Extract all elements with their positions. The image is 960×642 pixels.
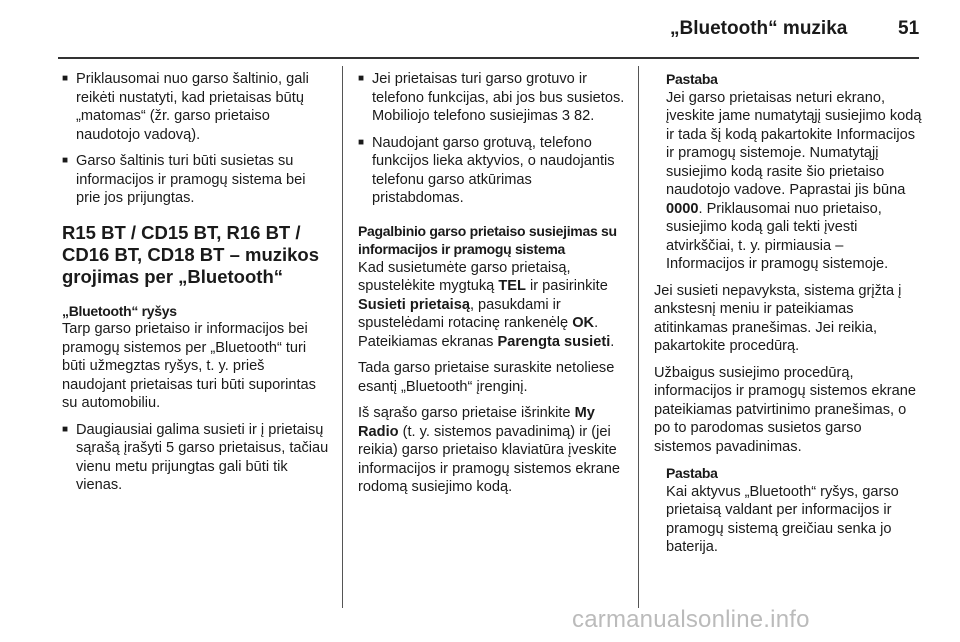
- bullet-marker: ■: [62, 155, 69, 166]
- bullet-text: Garso šaltinis turi būti susietas su informacijos ir pramogų sistema bei prie jos prijungtas.: [76, 153, 306, 206]
- text-run: Kad susietumėte garso prietaisą, spustelėkite mygtuką: [358, 259, 571, 294]
- device-name-label: My Radio: [358, 405, 595, 440]
- text-run: .: [610, 333, 615, 350]
- bullet-marker: ■: [62, 423, 69, 435]
- text-run: , pasukdami ir spustelėdami rotacinę rankenėlę: [358, 296, 569, 331]
- bullet-item: [358, 70, 626, 126]
- bullet-text: Naudojant garso grotuvą, telefono funkcijos lieka aktyvios, o naudojantis telefonu garso atkūrimas pristabdomas.: [372, 134, 615, 206]
- column-3: [654, 70, 922, 565]
- bullet-text: Jei prietaisas turi garso grotuvo ir telefono funkcijas, abi jos bus susietos. Mobiliojo telefono susiejimas: [372, 71, 625, 124]
- body-paragraph: [358, 404, 626, 497]
- column-divider-2: [638, 66, 639, 608]
- text-run: . Priklausomai nuo prietaiso, susiejimo kodą gali tekti įvesti atvirkščiai, t. y. pirmiausia – Informacijos ir pramogų sistemoje.: [666, 200, 889, 272]
- pairing-code: 0000: [666, 200, 699, 217]
- body-paragraph: Jei susieti nepavyksta, sistema grįžta į ankstesnį meniu ir pateikiamas atitinkamas pranešimas. Jei reikia, pakartokite procedūrą.: [654, 282, 902, 354]
- watermark: carmanualsonline.info: [572, 606, 810, 633]
- note-box: [654, 464, 922, 557]
- text-run: . Pateikiamas ekranas: [358, 315, 599, 350]
- bullet-text: Priklausomai nuo garso šaltinio, gali reikėti nustatyti, kad prietaisas būtų „matomas“ (žr. garso prietaiso naudotojo vadovą).: [76, 71, 309, 143]
- text-run: ir pasirinkite: [529, 278, 608, 294]
- column-1: [62, 70, 330, 503]
- note-text: [666, 89, 922, 274]
- body-paragraph: Tarp garso prietaiso ir informacijos bei pramogų sistemos per „Bluetooth“ turi būti užmegztas ryšys, t. y. prieš naudojant prietaisas turi būti suporintas su automobiliu.: [62, 321, 316, 411]
- bullet-item: [62, 70, 330, 144]
- text-run: Iš sąrašo garso prietaise išrinkite: [358, 405, 571, 421]
- tel-button-label: TEL: [498, 278, 526, 294]
- menu-item-label: Susieti prietaisą: [358, 296, 470, 313]
- subsection-heading: Pagalbinio garso prietaiso susiejimas su informacijos ir pramogų sistema: [358, 222, 617, 257]
- note-box: [654, 70, 922, 274]
- page-number: 51: [898, 18, 920, 39]
- section-heading: R15 BT / CD15 BT, R16 BT / CD16 BT, CD18 BT – muzikos grojimas per „Bluetooth“: [62, 221, 320, 287]
- bullet-marker: ■: [358, 136, 365, 148]
- header-rule: [58, 57, 919, 59]
- text-run: Jei garso prietaisas neturi ekrano, įveskite jame numatytąjį susiejimo kodą ir tada šį kodą pakartokite Informacijos ir pramogų sistemoje. Numatytąjį susiejimo kodą rasite šio prietaiso naudotojo vadove. Paprastai jis būna: [666, 89, 922, 198]
- screen-name-label: Parengta susieti: [497, 333, 611, 350]
- bullet-item: [62, 152, 330, 208]
- body-paragraph: [358, 259, 626, 352]
- bullet-text: Daugiausiai galima susieti ir į prietaisų sąrašą įrašyti 5 garso prietaisus, tačiau vienu metu prijungtas gali būti tik vienas.: [76, 421, 329, 493]
- note-title: Pastaba: [666, 71, 718, 87]
- body-paragraph: Tada garso prietaise suraskite netoliese esantį „Bluetooth“ įrenginį.: [358, 360, 615, 395]
- ok-knob-label: OK: [572, 315, 595, 331]
- bullet-marker: ■: [358, 73, 365, 84]
- body-paragraph: Užbaigus susiejimo procedūrą, informacijos ir pramogų sistemos ekrane pateikiamas patvirtinimo pranešimas, o po to parodomas susietos garso sistemos pavadinimas.: [654, 364, 916, 455]
- text-run: (t. y. sistemos pavadinimą) ir (jei reikia) garso prietaiso klaviatūra įveskite informacijos ir pramogų sistemos ekrane rodomą susiejimo kodą.: [358, 423, 620, 495]
- subsection-heading: „Bluetooth“ ryšys: [62, 302, 177, 319]
- bullet-marker: ■: [62, 73, 69, 84]
- column-divider-1: [342, 66, 343, 608]
- bullet-item: [358, 134, 626, 208]
- page-header-title: „Bluetooth“ muzika: [670, 18, 848, 39]
- note-title: Pastaba: [666, 465, 718, 481]
- bullet-item: [62, 421, 330, 495]
- column-2: [358, 70, 626, 505]
- note-text: Kai aktyvus „Bluetooth“ ryšys, garso prietaisą valdant per informacijos ir pramogų sistemą greičiau senka jo baterija.: [666, 483, 899, 555]
- page-reference-link[interactable]: 3 82.: [561, 108, 595, 124]
